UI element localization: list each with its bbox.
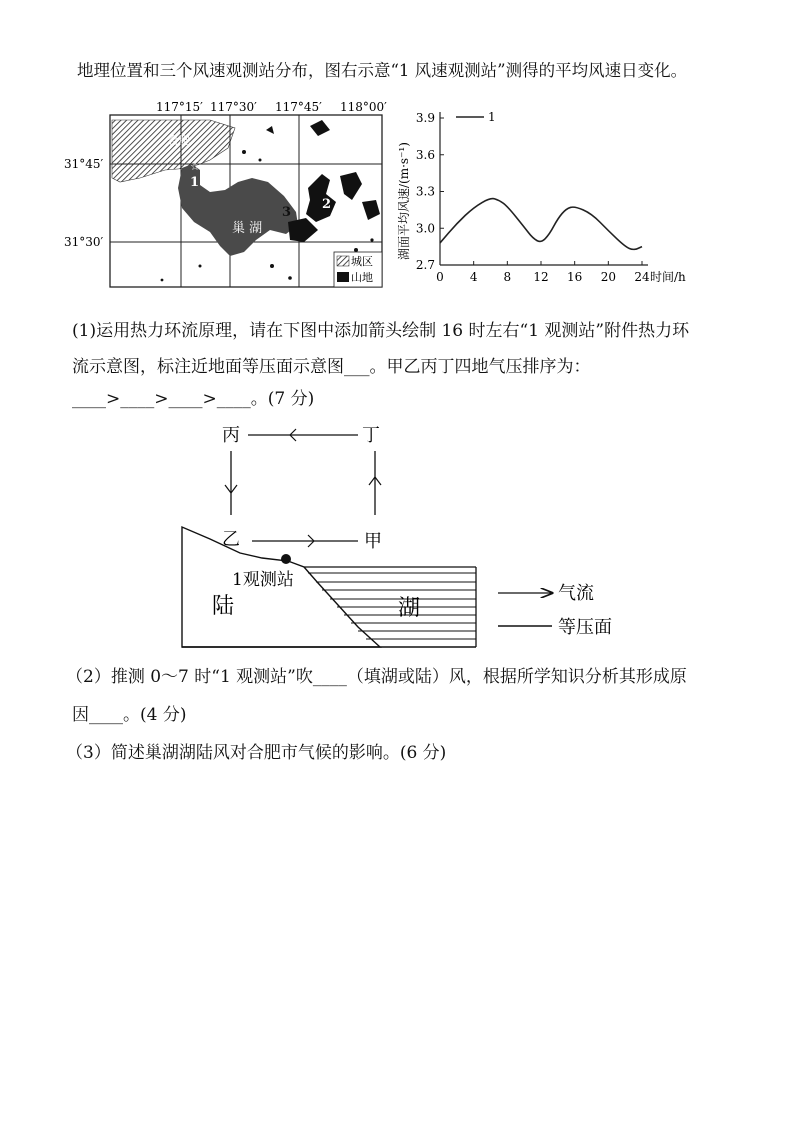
legend-airflow-label: 气流 (558, 583, 594, 604)
x-tick-label: 12 (533, 270, 549, 284)
lat-label-1: 31°45′ (64, 157, 104, 171)
point-jia: 甲 (364, 531, 382, 552)
chart-x-label: 时间/h (650, 270, 686, 284)
point-bing: 丙 (222, 425, 240, 446)
x-tick-label: 4 (469, 270, 478, 284)
station-label: 1观测站 (232, 570, 294, 590)
station-2-label: 2 (322, 197, 332, 212)
q1-line1: (1)运用热力环流原理，请在下图中添加箭头绘制 16 时左右“1 观测站”附件热力环 (72, 321, 690, 341)
lake-map (60, 90, 400, 300)
city-label: 合肥 (168, 134, 190, 147)
x-tick-label: 16 (567, 270, 583, 284)
y-tick-label: 3.9 (415, 111, 435, 125)
x-tick-label: 8 (503, 270, 512, 284)
chart-y-label: 湖面平均风速/(m·s⁻¹) (397, 142, 411, 260)
x-tick-label: 24 (634, 270, 650, 284)
land-label: 陆 (212, 594, 235, 619)
series-1-line (440, 199, 642, 250)
legend-label: 1 (488, 110, 496, 124)
station-3-label: 3 (282, 205, 292, 220)
lake-label: 巢 湖 (232, 221, 263, 236)
lon-label-3: 117°45′ (275, 100, 322, 114)
q2-line2: 因____。(4 分) (72, 705, 187, 725)
lon-label-2: 117°30′ (210, 100, 257, 114)
q3-line1: （3）简述巢湖湖陆风对合肥市气候的影响。(6 分) (66, 743, 447, 763)
lon-label-1: 117°15′ (156, 100, 203, 114)
lon-label-4: 118°00′ (340, 100, 387, 114)
station-dot (281, 554, 291, 564)
point-ding: 丁 (362, 425, 380, 446)
y-tick-label: 2.7 (415, 258, 435, 272)
station-1-label: 1 (190, 175, 200, 190)
x-tick-label: 20 (600, 270, 616, 284)
legend-city-swatch (337, 256, 349, 266)
q2-line1: （2）推测 0～7 时“1 观测站”吹____（填湖或陆）风，根据所学知识分析其形成原 (66, 667, 687, 687)
legend-city-label: 城区 (351, 255, 373, 268)
y-tick-label: 3.6 (415, 147, 435, 162)
station-star-icon: ☆ (190, 160, 200, 173)
y-tick-label: 3.0 (415, 221, 435, 236)
lake-label: 湖 (398, 596, 421, 621)
legend-isobar-label: 等压面 (558, 617, 612, 638)
y-tick-label: 3.3 (415, 184, 435, 199)
intro-text: 地理位置和三个风速观测站分布，图右示意“1 风速观测站”测得的平均风速日变化。 (77, 61, 688, 80)
lat-label-2: 31°30′ (64, 235, 104, 249)
legend-mountain-label: 山地 (351, 271, 373, 284)
point-yi: 乙 (222, 529, 240, 550)
x-tick-label: 0 (436, 270, 444, 284)
wind-speed-chart (392, 100, 712, 290)
q1-line3: ____>____>____>____。(7 分) (72, 389, 315, 409)
q1-line2: 流示意图，标注近地面等压面示意图___。甲乙丙丁四地气压排序为： (72, 357, 591, 377)
legend-mountain-swatch (337, 272, 349, 282)
circulation-diagram (170, 415, 640, 655)
